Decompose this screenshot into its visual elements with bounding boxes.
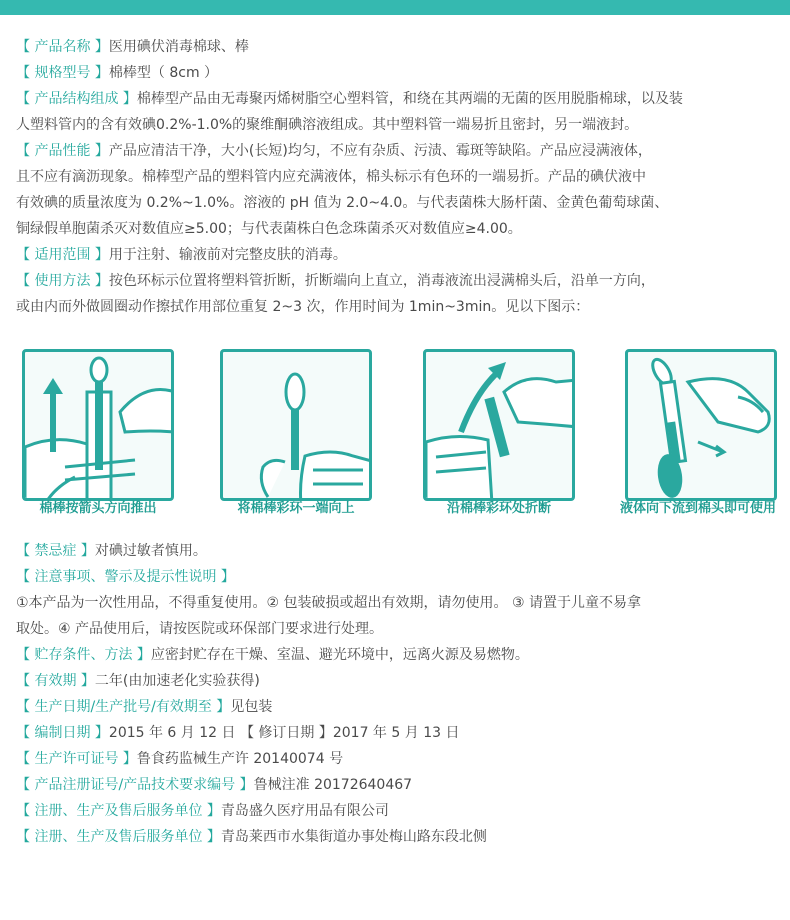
- field-value: 应密封贮存在干燥、室温、避光环境中，远离火源及易燃物。: [150, 647, 529, 663]
- detail-row: [16, 746, 776, 772]
- detail-row: [16, 564, 776, 590]
- detail-row: [16, 590, 776, 616]
- usage-steps: [0, 343, 790, 543]
- field-label: 【 产品注册证号/产品技术要求编号 】: [16, 777, 254, 793]
- info-row: [16, 216, 776, 242]
- step-1-caption: 棉棒按箭头方向推出: [39, 501, 157, 516]
- field-label: 【 产品性能 】: [16, 143, 109, 159]
- field-value: 棉棒型产品由无毒聚丙烯树脂空心塑料管，和绕在其两端的无菌的医用脱脂棉球，以及装: [136, 91, 683, 107]
- field-label: 【 规格型号 】: [16, 65, 109, 81]
- info-row: [16, 294, 776, 320]
- field-value: 棉棒型（ 8cm ）: [108, 65, 219, 81]
- field-value: 见包装: [230, 699, 273, 715]
- field-label: 【 生产许可证号 】: [16, 751, 137, 767]
- field-label: 【 有效期 】: [16, 673, 95, 689]
- field-value: 鲁食药监械生产许 20140074 号: [136, 751, 344, 767]
- info-row: [16, 242, 776, 268]
- step-2-illustration: [220, 349, 372, 501]
- detail-row: [16, 668, 776, 694]
- field-value: 用于注射、输液前对完整皮肤的消毒。: [108, 247, 347, 263]
- field-value: 产品应清洁干净，大小(长短)均匀，不应有杂质、污渍、霉斑等缺陷。产品应浸满液体，: [108, 143, 652, 159]
- field-label: 【 注意事项、警示及提示性说明 】: [16, 569, 235, 585]
- product-details-section: [16, 538, 776, 850]
- field-label: 【 编制日期 】: [16, 725, 109, 741]
- field-value: 二年(由加速老化实验获得): [94, 673, 260, 689]
- field-label: 【 贮存条件、方法 】: [16, 647, 151, 663]
- field-value: 按色环标示位置将塑料管折断，折断端向上直立，消毒液流出浸满棉头后，沿单一方向，: [108, 273, 655, 289]
- field-label: 【 禁忌症 】: [16, 543, 95, 559]
- detail-row: [16, 694, 776, 720]
- info-row: [16, 190, 776, 216]
- detail-row: [16, 642, 776, 668]
- info-row: [16, 112, 776, 138]
- detail-row: [16, 824, 776, 850]
- field-value: 鲁械注准 20172640467: [253, 777, 413, 793]
- step-4-illustration: [625, 349, 777, 501]
- step-4-caption: 液体向下流到棉头即可使用: [620, 501, 777, 516]
- info-row: [16, 268, 776, 294]
- step-2-caption: 将棉棒彩环一端向上: [237, 501, 355, 516]
- detail-row: [16, 720, 776, 746]
- liquid-flow-icon: [628, 352, 777, 501]
- field-label: 【 使用方法 】: [16, 273, 109, 289]
- info-row: [16, 164, 776, 190]
- info-row: [16, 138, 776, 164]
- field-value: ①本产品为一次性用品，不得重复使用。② 包装破损或超出有效期，请勿使用。 ③ 请置于儿童不易拿: [16, 595, 642, 611]
- field-label: 【 产品结构组成 】: [16, 91, 137, 107]
- push-swab-icon: [25, 352, 174, 501]
- swab-upright-icon: [223, 352, 372, 501]
- top-accent-bar: [0, 0, 790, 15]
- detail-row: [16, 538, 776, 564]
- info-row: [16, 34, 776, 60]
- field-value: 且不应有滴沥现象。棉棒型产品的塑料管内应充满液体，棉头标示有色环的一端易折。产品的碘伏液中: [16, 169, 646, 185]
- field-value: 2015 年 6 月 12 日 【 修订日期 】2017 年 5 月 13 日: [108, 725, 460, 741]
- detail-row: [16, 616, 776, 642]
- step-3-illustration: [423, 349, 575, 501]
- field-label: 【 注册、生产及售后服务单位 】: [16, 829, 221, 845]
- field-value: 对碘过敏者慎用。: [94, 543, 207, 559]
- product-info-section: [16, 34, 776, 320]
- field-value: 人塑料管内的含有效碘0.2%-1.0%的聚维酮碘溶液组成。其中塑料管一端易折且密封，另一端液封。: [16, 117, 639, 133]
- field-value: 医用碘伏消毒棉球、棒: [108, 39, 249, 55]
- detail-row: [16, 772, 776, 798]
- field-value: 青岛盛久医疗用品有限公司: [220, 803, 389, 819]
- field-label: 【 产品名称 】: [16, 39, 109, 55]
- field-value: 青岛莱西市水集街道办事处梅山路东段北侧: [220, 829, 487, 845]
- step-1-illustration: [22, 349, 174, 501]
- field-value: 取处。④ 产品使用后，请按医院或环保部门要求进行处理。: [16, 621, 383, 637]
- field-label: 【 生产日期/生产批号/有效期至 】: [16, 699, 231, 715]
- info-row: [16, 86, 776, 112]
- field-value: 有效碘的质量浓度为 0.2%~1.0%。溶液的 pH 值为 2.0~4.0。与代表菌株大肠杆菌、金黄色葡萄球菌、: [16, 195, 669, 211]
- field-label: 【 适用范围 】: [16, 247, 109, 263]
- snap-swab-icon: [426, 352, 575, 501]
- field-value: 或由内而外做圆圈动作擦拭作用部位重复 2~3 次，作用时间为 1min~3min。见以下图示：: [16, 299, 590, 315]
- info-row: [16, 60, 776, 86]
- field-value: 铜绿假单胞菌杀灭对数值应≥5.00；与代表菌株白色念珠菌杀灭对数值应≥4.00。: [16, 221, 522, 237]
- detail-row: [16, 798, 776, 824]
- step-3-caption: 沿棉棒彩环处折断: [446, 501, 551, 516]
- field-label: 【 注册、生产及售后服务单位 】: [16, 803, 221, 819]
